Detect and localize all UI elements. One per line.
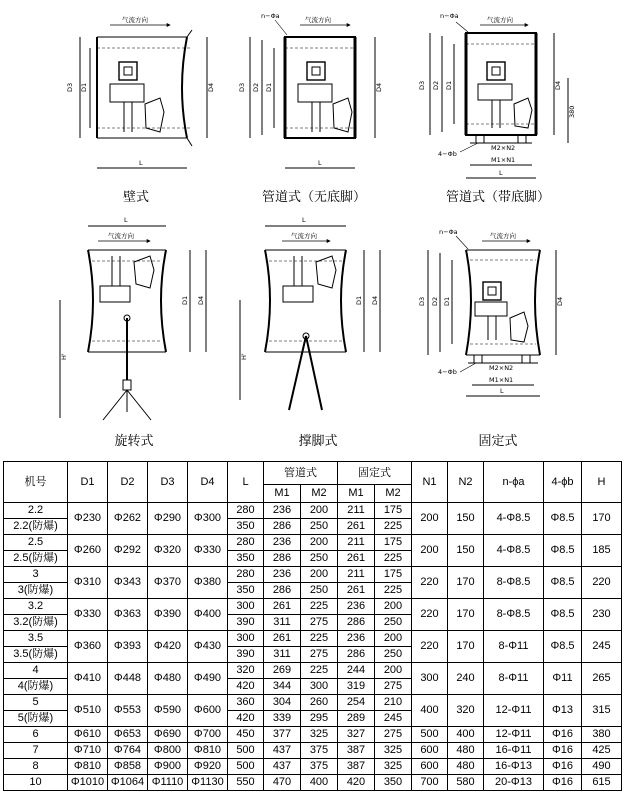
d1-cell: Φ310	[68, 567, 108, 599]
l-cell: 390	[228, 647, 264, 663]
table-row	[4, 535, 622, 551]
table-row	[4, 599, 622, 615]
duct-m1-cell: 286	[264, 583, 301, 599]
model-cell: 4	[4, 663, 68, 679]
d3-cell: Φ320	[148, 535, 188, 567]
airflow-label-2: 气流方向	[305, 16, 331, 24]
duct-m2-cell: 200	[301, 567, 338, 583]
duct-m2-cell: 275	[301, 647, 338, 663]
table-row	[4, 567, 622, 583]
model-cell: 4(防爆)	[4, 679, 68, 695]
d2-cell: Φ363	[108, 599, 148, 631]
d1-cell: Φ410	[68, 663, 108, 695]
d1-cell: Φ230	[68, 503, 108, 535]
airflow-label-6: 气流方向	[490, 232, 516, 240]
duct-m2-cell: 250	[301, 551, 338, 567]
d2-cell: Φ858	[108, 759, 148, 775]
th-n2: N2	[448, 462, 484, 503]
duct-m1-cell: 311	[264, 647, 301, 663]
fixed-m1-cell: 261	[338, 583, 375, 599]
th-h: H	[582, 462, 622, 503]
dm1-cell: 437	[264, 759, 301, 775]
four-phi-b-cell: Φ8.5	[544, 631, 582, 663]
d1-cell: Φ330	[68, 599, 108, 631]
n2-cell: 170	[448, 567, 484, 599]
figure-leg-stand-type	[240, 226, 380, 410]
caption-rotary-type: 旋转式	[114, 434, 154, 449]
d4-cell: Φ300	[188, 503, 228, 535]
n-phi-a-cell: 4-Φ8.5	[484, 535, 544, 567]
d3-cell: Φ370	[148, 567, 188, 599]
h-cell: 170	[582, 503, 622, 535]
n2-cell: 150	[448, 503, 484, 535]
dim-d4-6: D4	[556, 296, 564, 306]
nphia-cell: 16-Φ11	[484, 743, 544, 759]
model-cell: 3	[4, 567, 68, 583]
th-4-phi-b: 4-ϕb	[544, 462, 582, 503]
fm2-cell: 350	[375, 775, 412, 791]
duct-m2-cell: 260	[301, 695, 338, 711]
d1-cell: Φ810	[68, 759, 108, 775]
l-cell: 300	[228, 631, 264, 647]
l-cell: 320	[228, 663, 264, 679]
l-cell: 420	[228, 711, 264, 727]
fixed-m2-cell: 225	[375, 519, 412, 535]
n1-cell: 300	[412, 663, 448, 695]
h-cell: 380	[582, 727, 622, 743]
duct-m2-cell: 275	[301, 615, 338, 631]
n2-cell: 170	[448, 599, 484, 631]
n1-cell: 200	[412, 535, 448, 567]
d1-cell: Φ710	[68, 743, 108, 759]
th-duct-m1: M1	[264, 485, 301, 503]
dim-l-2: L	[318, 159, 322, 167]
th-fixed-m2: M2	[375, 485, 412, 503]
n-phi-a-2: n−Φa	[261, 12, 280, 20]
table-row	[4, 503, 622, 519]
dim-d1-5: D1	[355, 295, 363, 305]
spec-table	[3, 461, 622, 791]
n1-cell: 600	[412, 743, 448, 759]
airflow-label-3: 气流方向	[487, 16, 513, 24]
dm2-cell: 375	[301, 743, 338, 759]
model-cell: 3.5(防爆)	[4, 647, 68, 663]
fixed-m1-cell: 211	[338, 503, 375, 519]
duct-m2-cell: 250	[301, 583, 338, 599]
d4-cell: Φ810	[188, 743, 228, 759]
dim-d2-6: D2	[431, 296, 439, 306]
duct-m1-cell: 311	[264, 615, 301, 631]
duct-m1-cell: 344	[264, 679, 301, 695]
model-cell: 5(防爆)	[4, 711, 68, 727]
duct-m1-cell: 261	[264, 631, 301, 647]
n-phi-a-3: n−Φa	[440, 12, 459, 20]
figure-wall-type	[80, 25, 207, 168]
dim-h-5: H'	[240, 353, 248, 360]
figure-duct-no-base	[250, 20, 375, 168]
d2-cell: Φ653	[108, 727, 148, 743]
d4-cell: Φ700	[188, 727, 228, 743]
dm2-cell: 400	[301, 775, 338, 791]
model-cell: 6	[4, 727, 68, 743]
table-row	[4, 631, 622, 647]
dim-d2-3: D2	[432, 80, 440, 90]
n2-cell: 480	[448, 743, 484, 759]
dm2-cell: 375	[301, 759, 338, 775]
d3-cell: Φ390	[148, 599, 188, 631]
n1-cell: 220	[412, 631, 448, 663]
duct-m2-cell: 225	[301, 599, 338, 615]
l-cell: 350	[228, 583, 264, 599]
model-cell: 3(防爆)	[4, 583, 68, 599]
n1-cell: 700	[412, 775, 448, 791]
four-phi-b-cell: Φ11	[544, 663, 582, 695]
table-row	[4, 727, 622, 743]
d1-cell: Φ510	[68, 695, 108, 727]
th-fixed-m1: M1	[338, 485, 375, 503]
dim-d1-4: D1	[181, 295, 189, 305]
dim-d1-2: D1	[265, 82, 273, 92]
th-d4: D4	[188, 462, 228, 503]
h-cell: 315	[582, 695, 622, 727]
fm2-cell: 325	[375, 743, 412, 759]
fm1-cell: 387	[338, 759, 375, 775]
fixed-m2-cell: 175	[375, 535, 412, 551]
dim-d4-3: D4	[554, 80, 562, 90]
dim-380-3: 380	[568, 105, 576, 118]
dim-l-6: L	[500, 387, 504, 395]
m1n1-3: M1×N1	[491, 156, 516, 164]
fixed-m1-cell: 244	[338, 663, 375, 679]
h-cell: 185	[582, 535, 622, 567]
fm1-cell: 387	[338, 743, 375, 759]
fixed-m1-cell: 236	[338, 599, 375, 615]
duct-m1-cell: 261	[264, 599, 301, 615]
n1-cell: 220	[412, 567, 448, 599]
fixed-m2-cell: 250	[375, 647, 412, 663]
fixed-m1-cell: 319	[338, 679, 375, 695]
fixed-m2-cell: 225	[375, 583, 412, 599]
n-phi-a-cell: 4-Φ8.5	[484, 503, 544, 535]
dm1-cell: 437	[264, 743, 301, 759]
h-cell: 230	[582, 599, 622, 631]
four-phi-b-cell: Φ8.5	[544, 567, 582, 599]
fourphib-cell: Φ16	[544, 759, 582, 775]
dim-d3-1: D3	[66, 82, 74, 92]
fixed-m1-cell: 211	[338, 535, 375, 551]
table-row	[4, 695, 622, 711]
l-cell: 280	[228, 535, 264, 551]
th-d1: D1	[68, 462, 108, 503]
m1n1-6: M1×N1	[489, 376, 514, 384]
fixed-m2-cell: 175	[375, 503, 412, 519]
duct-m1-cell: 286	[264, 551, 301, 567]
d1-cell: Φ360	[68, 631, 108, 663]
l-cell: 350	[228, 519, 264, 535]
fourphib-cell: Φ16	[544, 727, 582, 743]
fixed-m2-cell: 225	[375, 551, 412, 567]
l-cell: 360	[228, 695, 264, 711]
d3-cell: Φ690	[148, 727, 188, 743]
h-cell: 265	[582, 663, 622, 695]
n1-cell: 500	[412, 727, 448, 743]
n2-cell: 170	[448, 631, 484, 663]
d2-cell: Φ764	[108, 743, 148, 759]
fixed-m2-cell: 200	[375, 663, 412, 679]
figure-rotary-type	[60, 226, 206, 420]
model-cell: 3.5	[4, 631, 68, 647]
th-l: L	[228, 462, 264, 503]
four-phi-b-3: 4−Φb	[438, 150, 457, 158]
l-cell: 390	[228, 615, 264, 631]
dim-d4-4: D4	[197, 295, 205, 305]
fixed-m1-cell: 289	[338, 711, 375, 727]
n-phi-a-6: n−Φa	[439, 228, 458, 236]
n-phi-a-cell: 8-Φ11	[484, 663, 544, 695]
th-duct: 管道式	[264, 462, 338, 485]
duct-m1-cell: 339	[264, 711, 301, 727]
n-phi-a-cell: 12-Φ11	[484, 695, 544, 727]
spec-table-body	[4, 503, 622, 791]
l-cell: 420	[228, 679, 264, 695]
th-model: 机号	[4, 462, 68, 503]
table-row	[4, 663, 622, 679]
d2-cell: Φ553	[108, 695, 148, 727]
dim-l-3: L	[499, 169, 503, 177]
n2-cell: 240	[448, 663, 484, 695]
n2-cell: 150	[448, 535, 484, 567]
duct-m1-cell: 269	[264, 663, 301, 679]
n2-cell: 480	[448, 759, 484, 775]
d2-cell: Φ393	[108, 631, 148, 663]
h-cell: 245	[582, 631, 622, 663]
fixed-m1-cell: 211	[338, 567, 375, 583]
th-d2: D2	[108, 462, 148, 503]
model-cell: 3.2	[4, 599, 68, 615]
duct-m2-cell: 225	[301, 663, 338, 679]
d3-cell: Φ800	[148, 743, 188, 759]
model-cell: 2.2(防爆)	[4, 519, 68, 535]
table-row	[4, 743, 622, 759]
model-cell: 2.5	[4, 535, 68, 551]
m2n2-3: M2×N2	[491, 144, 516, 152]
fourphib-cell: Φ16	[544, 743, 582, 759]
l-cell: 280	[228, 503, 264, 519]
l-cell: 450	[228, 727, 264, 743]
four-phi-b-cell: Φ8.5	[544, 503, 582, 535]
fixed-m2-cell: 210	[375, 695, 412, 711]
model-cell: 3.2(防爆)	[4, 615, 68, 631]
n-phi-a-cell: 8-Φ8.5	[484, 599, 544, 631]
m2n2-6: M2×N2	[489, 364, 514, 372]
d3-cell: Φ480	[148, 663, 188, 695]
fixed-m1-cell: 236	[338, 631, 375, 647]
l-cell: 500	[228, 743, 264, 759]
d4-cell: Φ400	[188, 599, 228, 631]
fm1-cell: 327	[338, 727, 375, 743]
d3-cell: Φ1110	[148, 775, 188, 791]
airflow-label-5: 气流方向	[291, 232, 317, 240]
airflow-label-4: 气流方向	[108, 232, 134, 240]
d1-cell: Φ1010	[68, 775, 108, 791]
fixed-m2-cell: 275	[375, 679, 412, 695]
th-d3: D3	[148, 462, 188, 503]
l-cell: 280	[228, 567, 264, 583]
d4-cell: Φ330	[188, 535, 228, 567]
fixed-m2-cell: 200	[375, 599, 412, 615]
h-cell: 220	[582, 567, 622, 599]
four-phi-b-cell: Φ8.5	[544, 599, 582, 631]
n1-cell: 400	[412, 695, 448, 727]
fm2-cell: 325	[375, 759, 412, 775]
d2-cell: Φ292	[108, 535, 148, 567]
nphia-cell: 12-Φ11	[484, 727, 544, 743]
caption-duct-with-base: 管道式（带底脚）	[445, 190, 550, 205]
model-cell: 8	[4, 759, 68, 775]
d2-cell: Φ262	[108, 503, 148, 535]
th-duct-m2: M2	[301, 485, 338, 503]
duct-m2-cell: 300	[301, 679, 338, 695]
l-cell: 350	[228, 551, 264, 567]
dim-l-1: L	[139, 159, 143, 167]
fixed-m2-cell: 200	[375, 631, 412, 647]
n2-cell: 580	[448, 775, 484, 791]
th-n1: N1	[412, 462, 448, 503]
four-phi-b-cell: Φ8.5	[544, 535, 582, 567]
dim-d3-6: D3	[418, 296, 426, 306]
dim-d1-1: D1	[80, 82, 88, 92]
th-n-phi-a: n-ϕa	[484, 462, 544, 503]
n-phi-a-cell: 8-Φ8.5	[484, 567, 544, 599]
fixed-m1-cell: 286	[338, 647, 375, 663]
dm1-cell: 377	[264, 727, 301, 743]
d2-cell: Φ448	[108, 663, 148, 695]
fourphib-cell: Φ16	[544, 775, 582, 791]
duct-m1-cell: 286	[264, 519, 301, 535]
l-cell: 300	[228, 599, 264, 615]
duct-m2-cell: 295	[301, 711, 338, 727]
dim-d3-2: D3	[238, 82, 246, 92]
duct-m1-cell: 304	[264, 695, 301, 711]
fixed-m2-cell: 245	[375, 711, 412, 727]
four-phi-b-cell: Φ13	[544, 695, 582, 727]
duct-m1-cell: 236	[264, 503, 301, 519]
d1-cell: Φ610	[68, 727, 108, 743]
d3-cell: Φ590	[148, 695, 188, 727]
fixed-m2-cell: 175	[375, 567, 412, 583]
model-cell: 5	[4, 695, 68, 711]
caption-fixed-type: 固定式	[478, 434, 518, 449]
d4-cell: Φ600	[188, 695, 228, 727]
d3-cell: Φ290	[148, 503, 188, 535]
n-phi-a-cell: 8-Φ11	[484, 631, 544, 663]
model-cell: 7	[4, 743, 68, 759]
model-cell: 10	[4, 775, 68, 791]
dim-h-4: H'	[60, 353, 68, 360]
d2-cell: Φ1064	[108, 775, 148, 791]
h-cell: 490	[582, 759, 622, 775]
dim-d1-6: D1	[443, 296, 451, 306]
dim-d4-2: D4	[375, 82, 383, 92]
dm2-cell: 325	[301, 727, 338, 743]
n2-cell: 400	[448, 727, 484, 743]
h-cell: 615	[582, 775, 622, 791]
table-row	[4, 775, 622, 791]
model-cell: 2.2	[4, 503, 68, 519]
l-cell: 500	[228, 759, 264, 775]
fixed-m1-cell: 286	[338, 615, 375, 631]
d4-cell: Φ920	[188, 759, 228, 775]
fm1-cell: 420	[338, 775, 375, 791]
fixed-m1-cell: 254	[338, 695, 375, 711]
duct-m1-cell: 236	[264, 567, 301, 583]
fixed-m2-cell: 250	[375, 615, 412, 631]
fixed-m1-cell: 261	[338, 519, 375, 535]
n1-cell: 200	[412, 503, 448, 535]
d2-cell: Φ343	[108, 567, 148, 599]
dim-d4-1: D4	[207, 82, 215, 92]
nphia-cell: 20-Φ13	[484, 775, 544, 791]
table-row	[4, 759, 622, 775]
d3-cell: Φ420	[148, 631, 188, 663]
duct-m2-cell: 250	[301, 519, 338, 535]
n1-cell: 220	[412, 599, 448, 631]
table-header-row	[4, 462, 622, 485]
d1-cell: Φ260	[68, 535, 108, 567]
caption-wall-type: 壁式	[122, 190, 149, 205]
caption-leg-stand-type: 撑脚式	[298, 434, 338, 449]
dm1-cell: 470	[264, 775, 301, 791]
d4-cell: Φ430	[188, 631, 228, 663]
h-cell: 425	[582, 743, 622, 759]
duct-m1-cell: 236	[264, 535, 301, 551]
airflow-label-1: 气流方向	[122, 16, 148, 24]
dim-l-4: L	[124, 216, 128, 224]
n1-cell: 600	[412, 759, 448, 775]
fixed-m1-cell: 261	[338, 551, 375, 567]
th-fixed: 固定式	[338, 462, 412, 485]
dim-l-5: L	[302, 216, 306, 224]
dim-d3-3: D3	[418, 80, 426, 90]
n2-cell: 320	[448, 695, 484, 727]
l-cell: 550	[228, 775, 264, 791]
dim-d1-3: D1	[445, 80, 453, 90]
d3-cell: Φ900	[148, 759, 188, 775]
model-cell: 2.5(防爆)	[4, 551, 68, 567]
d4-cell: Φ380	[188, 567, 228, 599]
fm2-cell: 275	[375, 727, 412, 743]
duct-m2-cell: 200	[301, 503, 338, 519]
duct-m2-cell: 225	[301, 631, 338, 647]
d4-cell: Φ1130	[188, 775, 228, 791]
dim-d2-2: D2	[252, 82, 260, 92]
four-phi-b-6: 4−Φb	[438, 368, 457, 376]
caption-duct-no-base: 管道式（无底脚）	[261, 190, 366, 205]
dim-d4-5: D4	[371, 295, 379, 305]
duct-m2-cell: 200	[301, 535, 338, 551]
d4-cell: Φ490	[188, 663, 228, 695]
nphia-cell: 16-Φ13	[484, 759, 544, 775]
